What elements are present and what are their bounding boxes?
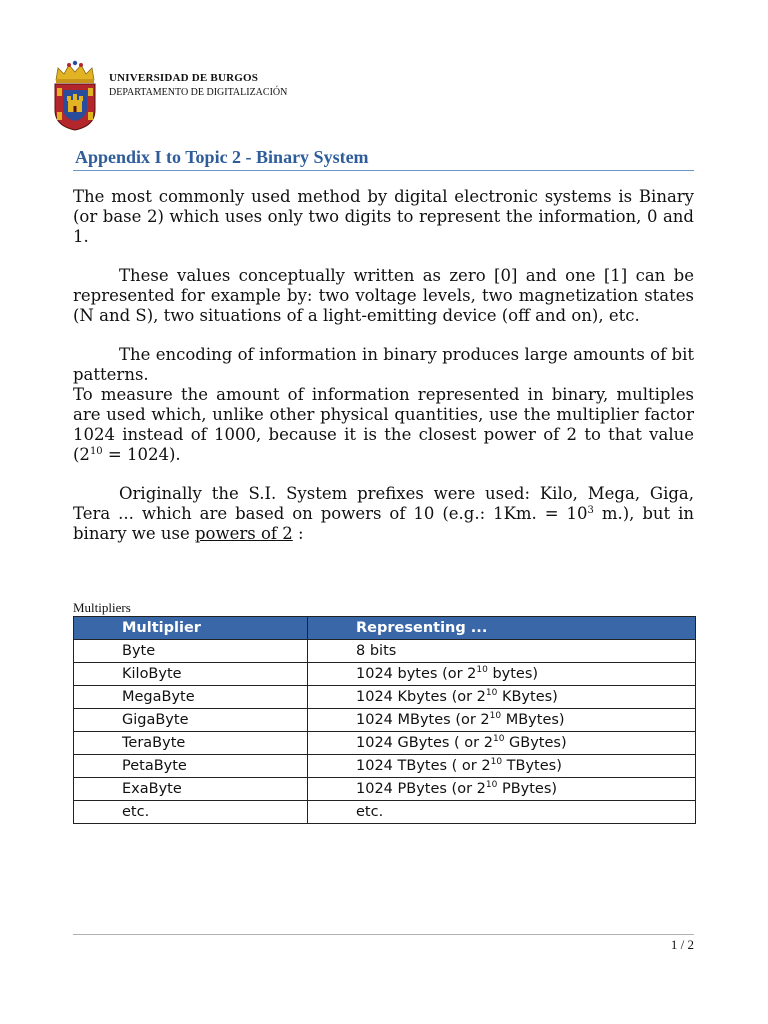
- table-row: [74, 686, 696, 709]
- paragraph-intro: The most commonly used method by digital electronic systems is Binary (or base 2) which uses only two digits to represent the information, 0 and 1.: [73, 187, 694, 246]
- column-header-representing: Representing ...: [308, 617, 696, 640]
- paragraph-encoding: The encoding of information in binary produces large amounts of bit patterns.: [73, 345, 694, 384]
- table-row: [74, 778, 696, 801]
- table-row: [74, 709, 696, 732]
- document-header: [50, 60, 450, 132]
- table-row: [74, 663, 696, 686]
- cell-multiplier: ExaByte: [74, 778, 308, 801]
- powers-of-2-link: powers of 2: [195, 524, 293, 543]
- cell-multiplier: Byte: [74, 640, 308, 663]
- cell-multiplier: KiloByte: [74, 663, 308, 686]
- cell-multiplier: GigaByte: [74, 709, 308, 732]
- document-title: Appendix I to Topic 2 - Binary System: [75, 147, 369, 167]
- cell-multiplier: MegaByte: [74, 686, 308, 709]
- column-header-multiplier: Multiplier: [74, 617, 308, 640]
- table-row: [74, 801, 696, 824]
- cell-representing: 1024 Kbytes (or $2^{10}$ KBytes): [308, 686, 696, 709]
- cell-multiplier: etc.: [74, 801, 308, 824]
- table-row: [74, 732, 696, 755]
- cell-representing: 1024 GBytes ( or $2^{10}$ GBytes): [308, 732, 696, 755]
- cell-representing: 1024 TBytes ( or $2^{10}$ TBytes): [308, 755, 696, 778]
- cell-multiplier: PetaByte: [74, 755, 308, 778]
- university-name: UNIVERSIDAD DE BURGOS: [109, 72, 259, 84]
- paragraph-measure: To measure the amount of information represented in binary, multiples are used which, unlike other physical quantities, use the multiplier factor 1024 instead of 1000, because it is the closest power of 2 to that value $(2^{10} = 1024)$.: [73, 385, 694, 464]
- table-row: [74, 640, 696, 663]
- cell-multiplier: TeraByte: [74, 732, 308, 755]
- footer-rule: [73, 934, 694, 935]
- cell-representing: 1024 bytes (or $2^{10}$ bytes): [308, 663, 696, 686]
- table-row: [74, 755, 696, 778]
- university-crest-icon: [50, 60, 100, 132]
- cell-representing: 1024 MBytes (or $2^{10}$ MBytes): [308, 709, 696, 732]
- paragraph-prefixes: Originally the S.I. System prefixes were used: Kilo, Mega, Giga, Tera ... which are based on powers of 10 (e.g.: 1Km. = $10^3$ m.), but in binary we use powers of 2 :: [73, 484, 694, 543]
- cell-representing: etc.: [308, 801, 696, 824]
- department-name: DEPARTAMENTO DE DIGITALIZACIÓN: [109, 87, 288, 98]
- table-header-row: [74, 617, 696, 640]
- title-underline: [73, 170, 694, 171]
- document-body: [73, 187, 694, 544]
- page-number: 1 / 2: [670, 937, 694, 952]
- cell-representing: 8 bits: [308, 640, 696, 663]
- cell-representing: 1024 PBytes (or $2^{10}$ PBytes): [308, 778, 696, 801]
- table-caption: Multipliers: [73, 600, 131, 615]
- paragraph-representation: These values conceptually written as zero [0] and one [1] can be represented for example by: two voltage levels, two magnetization states (N and S), two situations of a light-emitting device (off and on), etc.: [73, 266, 694, 325]
- multipliers-table: [73, 616, 696, 824]
